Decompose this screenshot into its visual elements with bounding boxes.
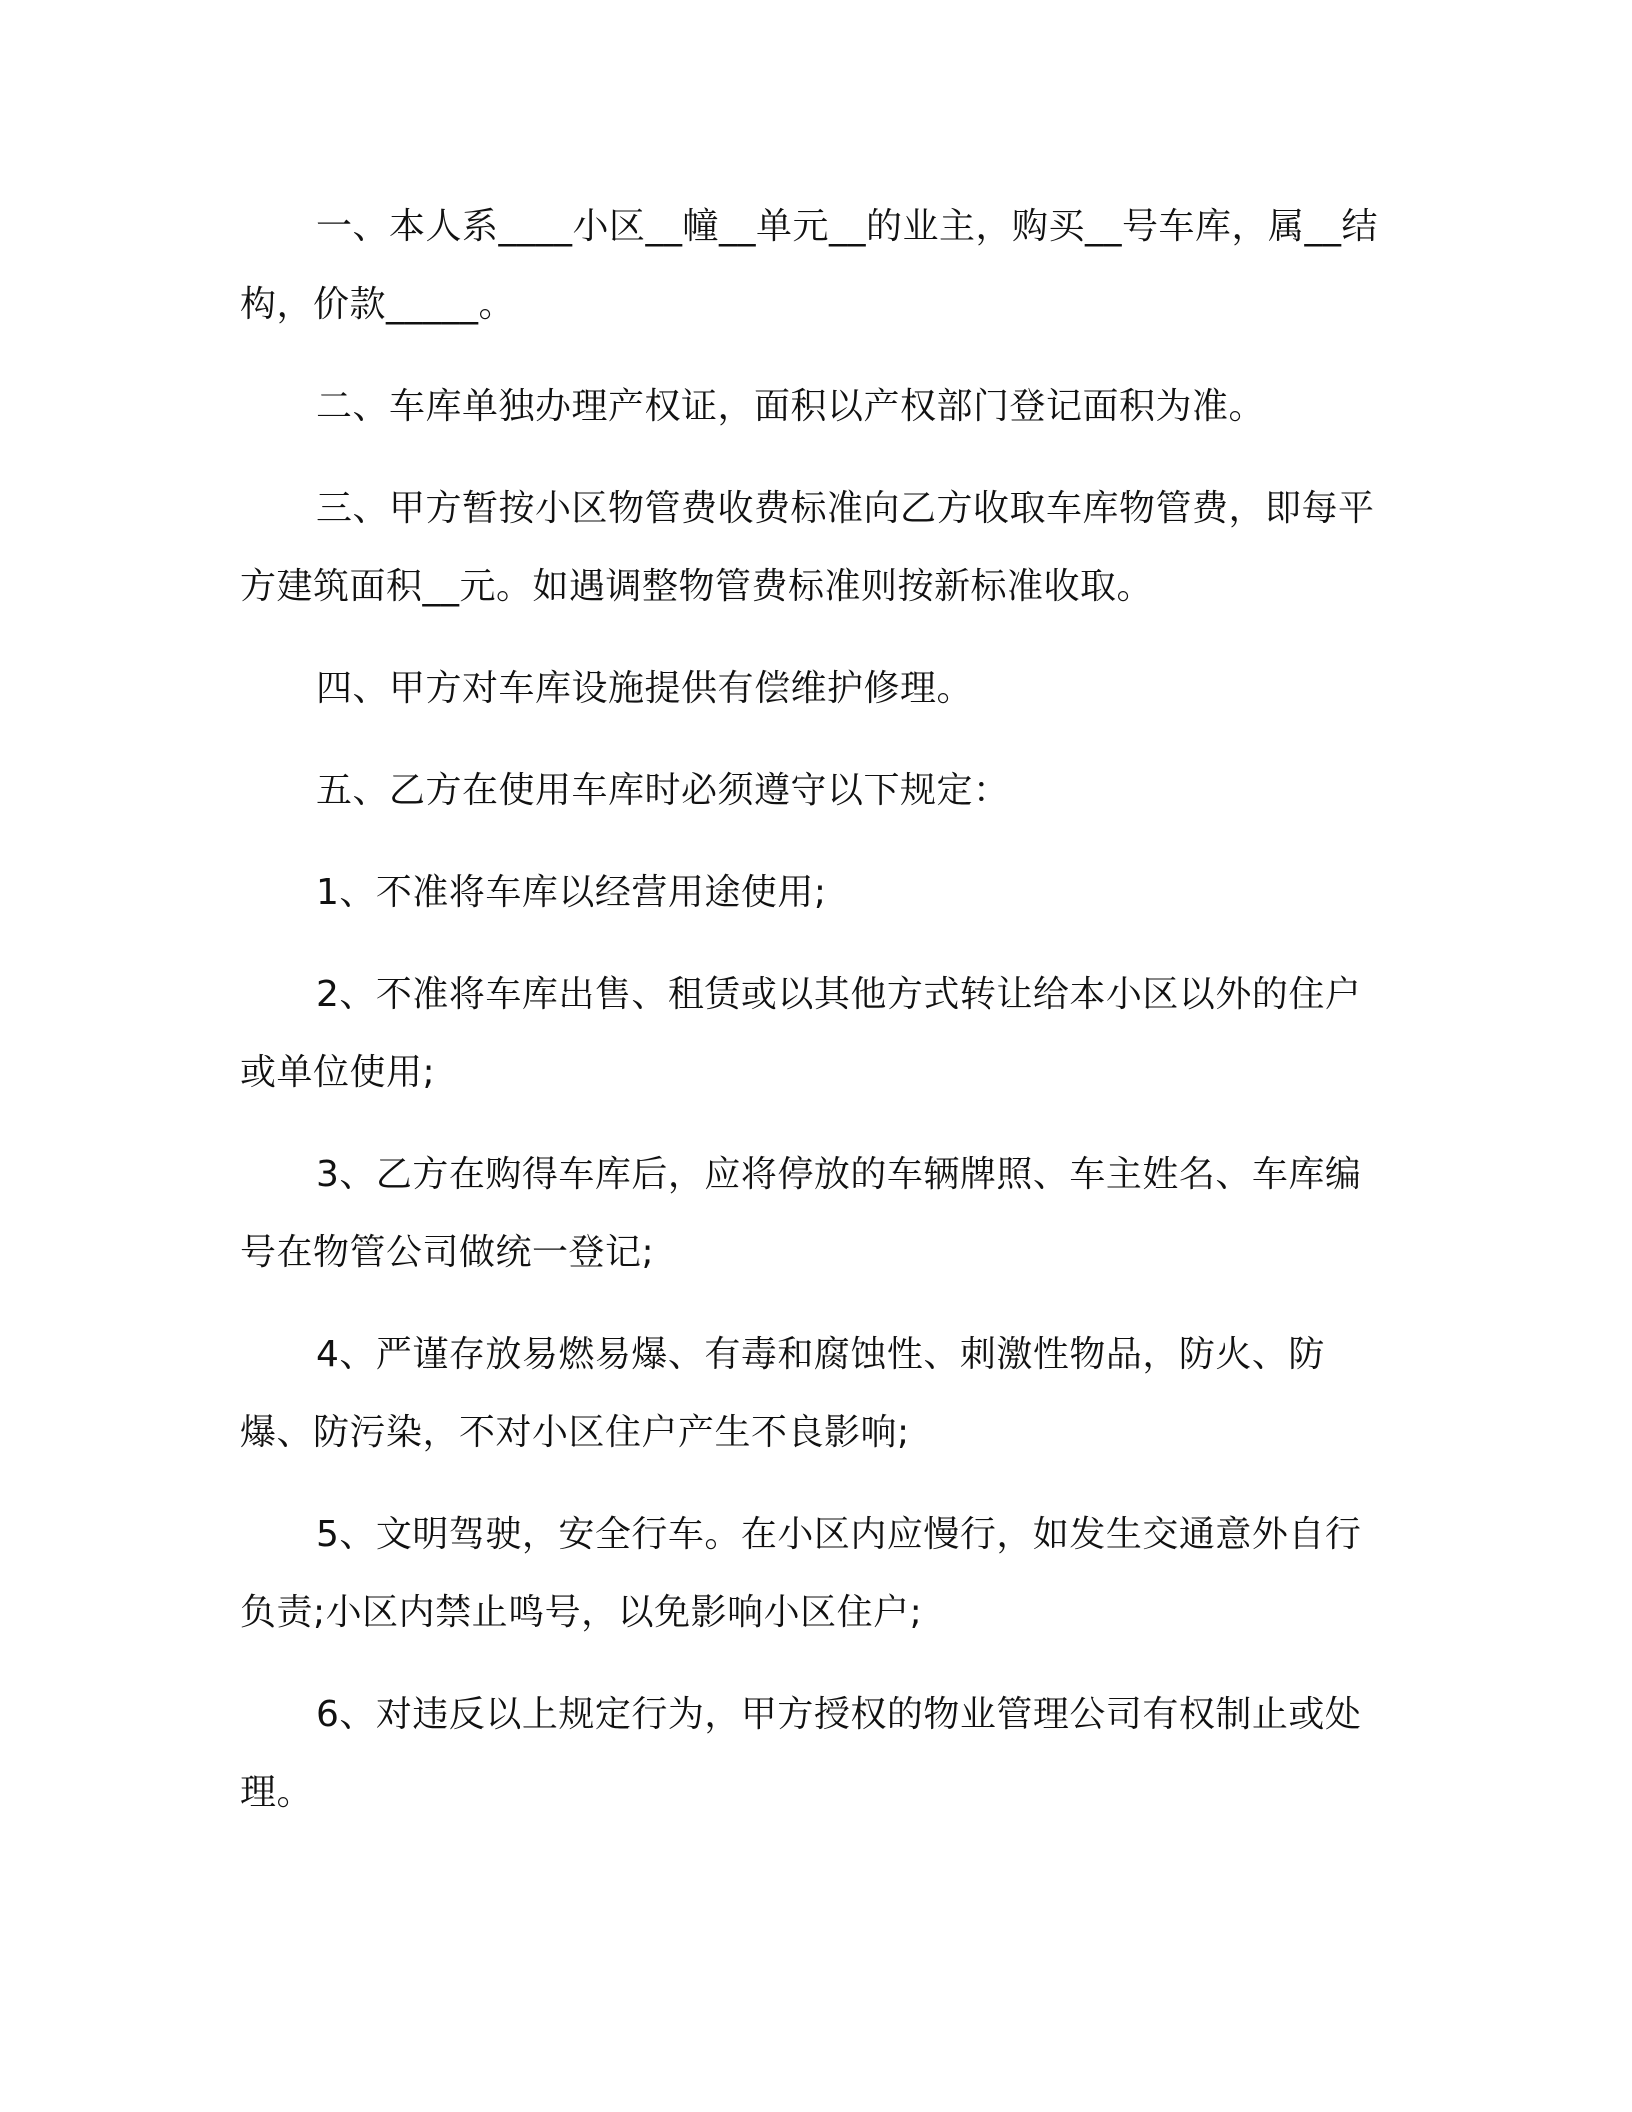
rule-2: 2、不准将车库出售、租赁或以其他方式转让给本小区以外的住户或单位使用; bbox=[240, 974, 1362, 1093]
rule-1: 1、不准将车库以经营用途使用; bbox=[316, 872, 827, 913]
paragraph-4: 四、甲方对车库设施提供有偿维护修理。 bbox=[316, 668, 974, 709]
rule-5: 5、文明驾驶，安全行车。在小区内应慢行，如发生交通意外自行负责;小区内禁止鸣号，以免影响小区住户; bbox=[240, 1514, 1362, 1633]
paragraph-5: 五、乙方在使用车库时必须遵守以下规定： bbox=[316, 770, 1010, 811]
document-body bbox=[240, 188, 1380, 1856]
rule-6: 6、对违反以上规定行为，甲方授权的物业管理公司有权制止或处理。 bbox=[240, 1694, 1362, 1813]
paragraph-3: 三、甲方暂按小区物管费收费标准向乙方收取车库物管费，即每平方建筑面积__元。如遇调整物管费标准则按新标准收取。 bbox=[240, 488, 1375, 607]
paragraph-1: 一、本人系____小区__幢__单元__的业主，购买__号车库，属__结构，价款_____。 bbox=[240, 206, 1379, 325]
paragraph-2: 二、车库单独办理产权证，面积以产权部门登记面积为准。 bbox=[316, 386, 1266, 427]
rule-4: 4、严谨存放易燃易爆、有毒和腐蚀性、刺激性物品，防火、防爆、防污染，不对小区住户产生不良影响; bbox=[240, 1334, 1325, 1453]
rule-3: 3、乙方在购得车库后，应将停放的车辆牌照、车主姓名、车库编号在物管公司做统一登记; bbox=[240, 1154, 1362, 1273]
